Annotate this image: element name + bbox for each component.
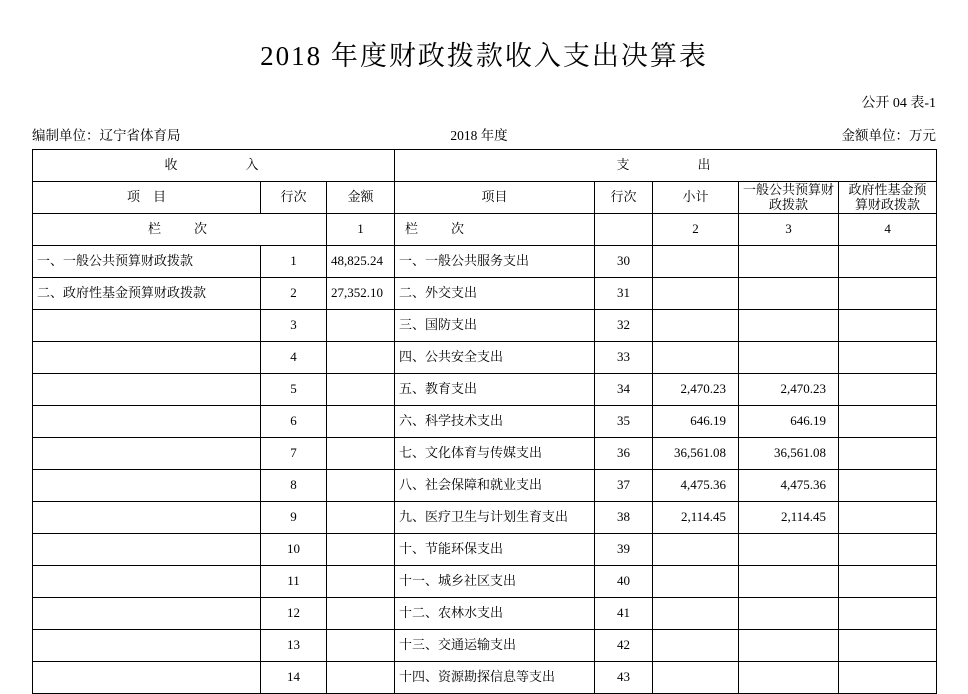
cell-income-amount	[327, 310, 395, 342]
cell-income-item	[33, 374, 261, 406]
column-index-income-amount: 1	[327, 214, 395, 246]
cell-exp-row-no: 38	[595, 502, 653, 534]
cell-exp-item: 四、公共安全支出	[395, 342, 595, 374]
cell-income-amount	[327, 470, 395, 502]
cell-exp-general-budget	[739, 566, 839, 598]
table-row	[33, 630, 937, 662]
cell-exp-subtotal	[653, 342, 739, 374]
cell-exp-row-no: 40	[595, 566, 653, 598]
cell-exp-fund-budget	[839, 342, 937, 374]
table-row	[33, 566, 937, 598]
column-index-label-income: 栏 次	[33, 214, 327, 246]
table-group-header-row	[33, 150, 937, 182]
cell-income-amount	[327, 502, 395, 534]
cell-income-row-no: 14	[261, 662, 327, 694]
col-header-income-amount: 金额	[327, 182, 395, 214]
cell-exp-subtotal	[653, 246, 739, 278]
cell-exp-fund-budget	[839, 374, 937, 406]
cell-exp-item: 十四、资源勘探信息等支出	[395, 662, 595, 694]
col-header-exp-row-no: 行次	[595, 182, 653, 214]
cell-exp-subtotal: 2,114.45	[653, 502, 739, 534]
cell-income-row-no: 8	[261, 470, 327, 502]
table-row	[33, 374, 937, 406]
cell-exp-item: 六、科学技术支出	[395, 406, 595, 438]
cell-exp-subtotal	[653, 566, 739, 598]
cell-exp-item: 五、教育支出	[395, 374, 595, 406]
cell-exp-item: 十二、农林水支出	[395, 598, 595, 630]
col-header-exp-subtotal: 小计	[653, 182, 739, 214]
cell-income-item	[33, 662, 261, 694]
cell-income-amount	[327, 566, 395, 598]
cell-income-amount	[327, 406, 395, 438]
cell-income-row-no: 1	[261, 246, 327, 278]
cell-income-row-no: 13	[261, 630, 327, 662]
form-code: 公开 04 表-1	[861, 96, 936, 111]
cell-exp-subtotal: 36,561.08	[653, 438, 739, 470]
cell-exp-fund-budget	[839, 470, 937, 502]
cell-income-item	[33, 534, 261, 566]
cell-income-amount	[327, 630, 395, 662]
cell-exp-subtotal: 2,470.23	[653, 374, 739, 406]
cell-exp-general-budget: 646.19	[739, 406, 839, 438]
cell-exp-fund-budget	[839, 406, 937, 438]
page-title: 2018 年度财政拨款收入支出决算表	[260, 41, 708, 71]
cell-exp-fund-budget	[839, 502, 937, 534]
cell-exp-subtotal: 4,475.36	[653, 470, 739, 502]
table-row	[33, 342, 937, 374]
cell-exp-item: 十、节能环保支出	[395, 534, 595, 566]
compiling-unit: 编制单位：辽宁省体育局	[32, 128, 181, 143]
document-meta	[0, 112, 968, 149]
cell-income-item	[33, 310, 261, 342]
cell-exp-row-no: 37	[595, 470, 653, 502]
cell-exp-general-budget	[739, 630, 839, 662]
cell-income-amount	[327, 438, 395, 470]
cell-income-item	[33, 598, 261, 630]
cell-income-row-no: 10	[261, 534, 327, 566]
cell-exp-subtotal	[653, 278, 739, 310]
cell-exp-item: 十三、交通运输支出	[395, 630, 595, 662]
cell-exp-general-budget	[739, 534, 839, 566]
column-index-exp-subtotal: 2	[653, 214, 739, 246]
cell-income-amount: 48,825.24	[327, 246, 395, 278]
col-header-exp-fund-budget: 政府性基金预算财政拨款	[839, 182, 937, 214]
cell-income-row-no: 3	[261, 310, 327, 342]
column-index-label-expenditure: 栏 次	[395, 214, 595, 246]
cell-exp-row-no: 30	[595, 246, 653, 278]
cell-exp-fund-budget	[839, 598, 937, 630]
cell-exp-row-no: 33	[595, 342, 653, 374]
group-header-income: 收 入	[33, 150, 395, 182]
col-header-income-item: 项 目	[33, 182, 261, 214]
cell-exp-fund-budget	[839, 246, 937, 278]
table-row	[33, 246, 937, 278]
cell-exp-row-no: 34	[595, 374, 653, 406]
cell-income-amount	[327, 342, 395, 374]
column-index-exp-row-no	[595, 214, 653, 246]
group-header-expenditure: 支 出	[395, 150, 937, 182]
column-index-exp-general-budget: 3	[739, 214, 839, 246]
cell-exp-general-budget	[739, 342, 839, 374]
cell-income-item	[33, 438, 261, 470]
cell-exp-item: 九、医疗卫生与计划生育支出	[395, 502, 595, 534]
cell-income-row-no: 6	[261, 406, 327, 438]
table-row	[33, 598, 937, 630]
cell-exp-general-budget: 36,561.08	[739, 438, 839, 470]
cell-income-row-no: 12	[261, 598, 327, 630]
col-header-exp-item: 项目	[395, 182, 595, 214]
cell-exp-general-budget	[739, 598, 839, 630]
cell-income-item	[33, 406, 261, 438]
cell-exp-fund-budget	[839, 278, 937, 310]
amount-unit: 金额单位：万元	[841, 128, 936, 143]
cell-exp-row-no: 39	[595, 534, 653, 566]
cell-income-amount	[327, 598, 395, 630]
cell-exp-row-no: 41	[595, 598, 653, 630]
cell-exp-row-no: 43	[595, 662, 653, 694]
cell-exp-fund-budget	[839, 630, 937, 662]
financial-table	[32, 149, 937, 694]
col-header-exp-general-budget: 一般公共预算财政拨款	[739, 182, 839, 214]
table-row	[33, 406, 937, 438]
cell-exp-subtotal	[653, 598, 739, 630]
cell-income-item: 一、一般公共预算财政拨款	[33, 246, 261, 278]
table-row	[33, 438, 937, 470]
cell-exp-general-budget: 2,114.45	[739, 502, 839, 534]
cell-income-item: 二、政府性基金预算财政拨款	[33, 278, 261, 310]
cell-exp-subtotal	[653, 310, 739, 342]
cell-exp-subtotal	[653, 534, 739, 566]
cell-exp-general-budget	[739, 246, 839, 278]
table-row	[33, 310, 937, 342]
cell-exp-row-no: 35	[595, 406, 653, 438]
cell-exp-fund-budget	[839, 310, 937, 342]
cell-income-item	[33, 630, 261, 662]
cell-income-row-no: 4	[261, 342, 327, 374]
table-column-index-row	[33, 214, 937, 246]
cell-exp-subtotal	[653, 662, 739, 694]
cell-exp-general-budget	[739, 278, 839, 310]
cell-income-amount: 27,352.10	[327, 278, 395, 310]
cell-exp-item: 一、一般公共服务支出	[395, 246, 595, 278]
cell-exp-fund-budget	[839, 534, 937, 566]
column-index-exp-fund-budget: 4	[839, 214, 937, 246]
cell-exp-general-budget	[739, 310, 839, 342]
cell-exp-subtotal: 646.19	[653, 406, 739, 438]
fiscal-year: 2018 年度	[450, 128, 508, 143]
cell-exp-item: 十一、城乡社区支出	[395, 566, 595, 598]
cell-exp-item: 三、国防支出	[395, 310, 595, 342]
cell-income-item	[33, 470, 261, 502]
cell-exp-item: 七、文化体育与传媒支出	[395, 438, 595, 470]
cell-exp-item: 二、外交支出	[395, 278, 595, 310]
cell-income-item	[33, 342, 261, 374]
cell-income-row-no: 5	[261, 374, 327, 406]
cell-exp-general-budget	[739, 662, 839, 694]
cell-exp-fund-budget	[839, 662, 937, 694]
cell-exp-item: 八、社会保障和就业支出	[395, 470, 595, 502]
cell-exp-row-no: 32	[595, 310, 653, 342]
cell-exp-row-no: 42	[595, 630, 653, 662]
cell-income-amount	[327, 534, 395, 566]
table-row	[33, 470, 937, 502]
cell-exp-general-budget: 2,470.23	[739, 374, 839, 406]
cell-exp-fund-budget	[839, 566, 937, 598]
table-row	[33, 502, 937, 534]
cell-exp-subtotal	[653, 630, 739, 662]
cell-income-row-no: 11	[261, 566, 327, 598]
cell-income-row-no: 7	[261, 438, 327, 470]
cell-income-amount	[327, 374, 395, 406]
cell-exp-fund-budget	[839, 438, 937, 470]
cell-income-amount	[327, 662, 395, 694]
col-header-income-row-no: 行次	[261, 182, 327, 214]
table-row	[33, 534, 937, 566]
cell-income-row-no: 9	[261, 502, 327, 534]
table-column-header-row	[33, 182, 937, 214]
cell-income-item	[33, 502, 261, 534]
cell-exp-row-no: 36	[595, 438, 653, 470]
table-row	[33, 278, 937, 310]
cell-income-row-no: 2	[261, 278, 327, 310]
cell-exp-general-budget: 4,475.36	[739, 470, 839, 502]
cell-income-item	[33, 566, 261, 598]
cell-exp-row-no: 31	[595, 278, 653, 310]
table-row	[33, 662, 937, 694]
